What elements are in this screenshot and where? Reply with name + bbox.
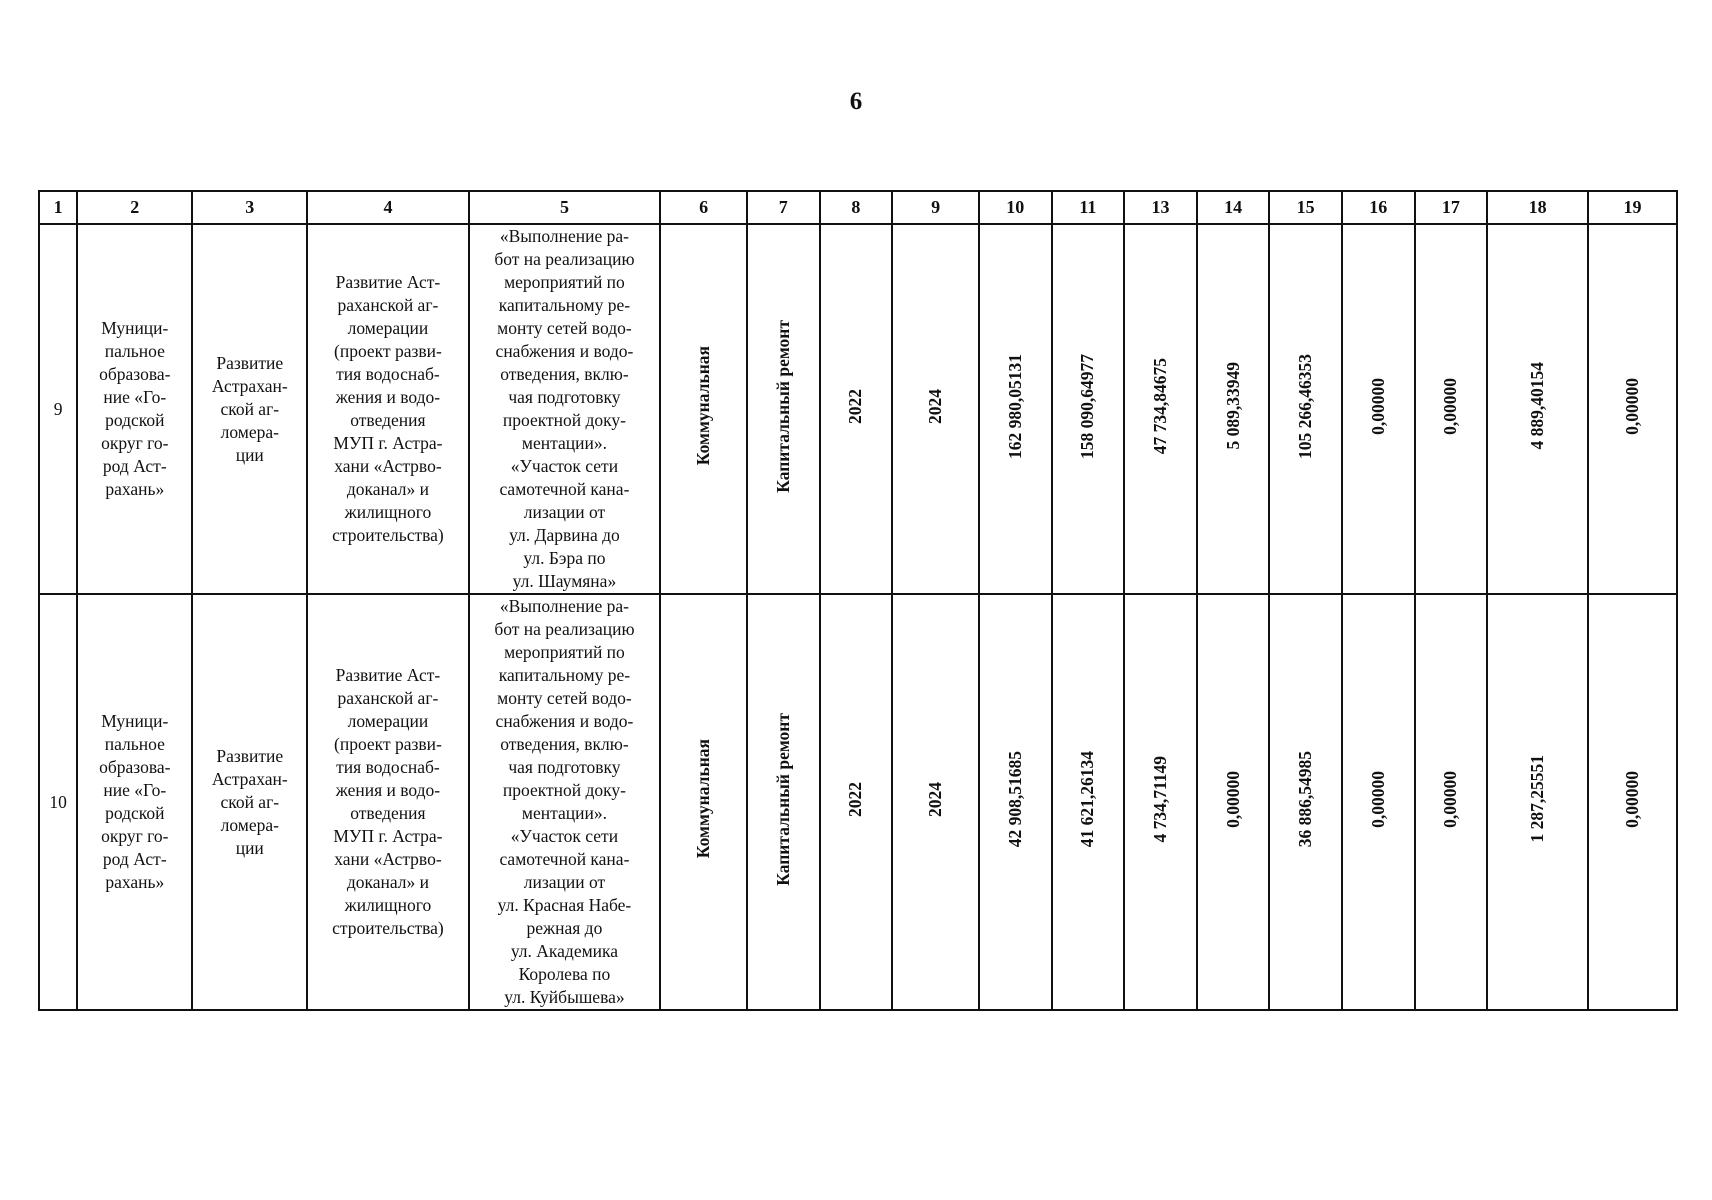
value-cell-18: [1487, 224, 1588, 594]
column-header: 9: [892, 191, 979, 224]
project-cell: Развитие Аст- раханской аг- ломерации (проект разви- тия водоснаб- жения и водо- отведения МУП г. Астра- хани «Астрво- доканал» и жилищного строительства): [307, 224, 468, 594]
value-text: 105 266,46353: [1295, 353, 1316, 459]
value-cell-16: [1342, 594, 1415, 1010]
program-cell: Развитие Астрахан- ской аг- ломера- ции: [192, 594, 307, 1010]
value-cell-19: [1588, 224, 1677, 594]
value-cell-14: [1197, 224, 1270, 594]
column-header: 7: [747, 191, 820, 224]
program-cell: Развитие Астрахан- ской аг- ломера- ции: [192, 224, 307, 594]
table-row: [39, 594, 1677, 1010]
column-header: 10: [979, 191, 1052, 224]
value-cell-19: [1588, 594, 1677, 1010]
end-year-cell: [892, 224, 979, 594]
value-text: 0,00000: [1367, 770, 1388, 828]
value-text: 0,00000: [1367, 377, 1388, 435]
work-type-cell: [747, 224, 820, 594]
value-cell-16: [1342, 224, 1415, 594]
work-type-text: Капитальный ремонт: [772, 319, 793, 493]
column-header: 13: [1124, 191, 1197, 224]
column-header: 5: [469, 191, 661, 224]
column-header: 3: [192, 191, 307, 224]
value-cell-10: [979, 594, 1052, 1010]
column-header: 17: [1415, 191, 1488, 224]
value-text: 0,00000: [1222, 770, 1243, 828]
value-text: 4 734,71149: [1149, 755, 1170, 843]
start-year-text: 2022: [845, 781, 866, 817]
value-cell-15: [1269, 594, 1342, 1010]
value-cell-13: [1124, 594, 1197, 1010]
row-number: 9: [39, 224, 77, 594]
table-row: [39, 224, 1677, 594]
municipality-cell: Муници- пальное образова- ние «Го- родской округ го- род Аст- рахань»: [77, 594, 192, 1010]
value-text: 42 908,51685: [1004, 750, 1025, 848]
object-description-cell: «Выполнение ра- бот на реализацию мероприятий по капитальному ре- монту сетей водо- снабжения и водо- отведения, вклю- чая подготовку проектной доку- ментации». «Участок сети самотечной кана- лизации от ул. Красная Набе- режная до ул. Академика Королева по ул. Куйбышева»: [469, 594, 661, 1010]
value-text: 36 886,54985: [1295, 750, 1316, 848]
start-year-cell: [820, 224, 893, 594]
value-text: 162 980,05131: [1004, 353, 1025, 459]
value-cell-14: [1197, 594, 1270, 1010]
column-header: 8: [820, 191, 893, 224]
value-cell-11: [1052, 594, 1125, 1010]
row-number: 10: [39, 594, 77, 1010]
column-header: 2: [77, 191, 192, 224]
project-cell: Развитие Аст- раханской аг- ломерации (проект разви- тия водоснаб- жения и водо- отведения МУП г. Астра- хани «Астрво- доканал» и жилищного строительства): [307, 594, 468, 1010]
column-header: 6: [660, 191, 747, 224]
value-text: 4 889,40154: [1527, 362, 1548, 450]
sector-cell: [660, 594, 747, 1010]
value-cell-17: [1415, 594, 1488, 1010]
column-header: 14: [1197, 191, 1270, 224]
end-year-cell: [892, 594, 979, 1010]
value-text: 47 734,84675: [1149, 357, 1170, 455]
column-header: 1: [39, 191, 77, 224]
column-header: 15: [1269, 191, 1342, 224]
start-year-cell: [820, 594, 893, 1010]
work-type-text: Капитальный ремонт: [772, 712, 793, 886]
column-header: 18: [1487, 191, 1588, 224]
sector-text: Коммунальная: [693, 739, 714, 859]
value-text: 0,00000: [1622, 377, 1643, 435]
sector-text: Коммунальная: [693, 346, 714, 466]
value-text: 0,00000: [1622, 770, 1643, 828]
value-cell-10: [979, 224, 1052, 594]
column-header: 11: [1052, 191, 1125, 224]
header-row: [39, 191, 1677, 224]
value-cell-11: [1052, 224, 1125, 594]
value-text: 1 287,25551: [1527, 755, 1548, 843]
value-text: 5 089,33949: [1222, 362, 1243, 450]
end-year-text: 2024: [925, 388, 946, 424]
value-text: 0,00000: [1440, 770, 1461, 828]
value-text: 41 621,26134: [1077, 750, 1098, 848]
column-header: 4: [307, 191, 468, 224]
page-number: 6: [849, 88, 863, 115]
value-cell-18: [1487, 594, 1588, 1010]
column-header: 19: [1588, 191, 1677, 224]
value-text: 158 090,64977: [1077, 353, 1098, 459]
object-description-cell: «Выполнение ра- бот на реализацию мероприятий по капитальному ре- монту сетей водо- снабжения и водо- отведения, вклю- чая подготовку проектной доку- ментации». «Участок сети самотечной кана- лизации от ул. Дарвина до ул. Бэра по ул. Шаумяна»: [469, 224, 661, 594]
data-table: [38, 190, 1678, 1011]
work-type-cell: [747, 594, 820, 1010]
sector-cell: [660, 224, 747, 594]
value-text: 0,00000: [1440, 377, 1461, 435]
value-cell-13: [1124, 224, 1197, 594]
column-header: 16: [1342, 191, 1415, 224]
municipality-cell: Муници- пальное образова- ние «Го- родской округ го- род Аст- рахань»: [77, 224, 192, 594]
value-cell-17: [1415, 224, 1488, 594]
value-cell-15: [1269, 224, 1342, 594]
end-year-text: 2024: [925, 781, 946, 817]
start-year-text: 2022: [845, 388, 866, 424]
